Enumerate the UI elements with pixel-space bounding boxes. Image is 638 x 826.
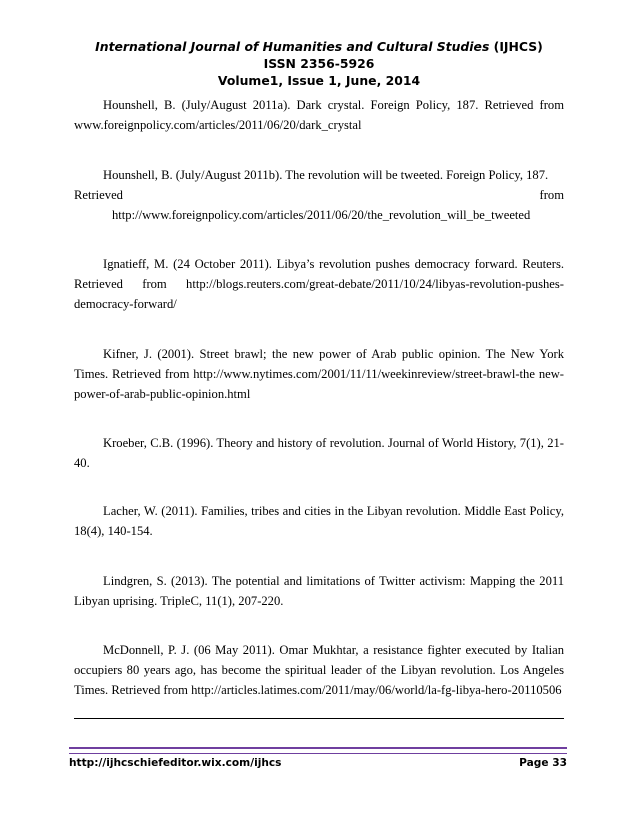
reference-entry [74, 571, 564, 611]
reference-entry [74, 254, 564, 314]
footer-url[interactable]: http://ijhcschiefeditor.wix.com/ijhcs [69, 757, 282, 769]
retrieved-word: Retrieved [74, 188, 123, 202]
reference-entry [74, 95, 564, 135]
reference-text: McDonnell, P. J. (06 May 2011). Omar Mukhtar, a resistance fighter executed by Italian occupiers 80 years ago, has become the spiritual leader of the Libyan revolution. Los Angeles Times. Retrieved from http://articles.latimes.com/2011/may/06/world/la-fg-libya-hero-20110506 [74, 643, 564, 697]
journal-title-line [70, 38, 568, 55]
reference-text: Lindgren, S. (2013). The potential and limitations of Twitter activism: Mapping the 2011 Libyan uprising. TripleC, 11(1), 207-220. [74, 574, 564, 608]
reference-text: Kifner, J. (2001). Street brawl; the new power of Arab public opinion. The New York Times. Retrieved from http://www.nytimes.com/2001/11/11/weekinreview/street-brawl-the new-power-of-arab-public-opinion.html [74, 347, 564, 401]
reference-entry [74, 501, 564, 541]
page-number: Page 33 [519, 757, 567, 769]
reference-entry [74, 344, 564, 404]
reference-retrieved-line [74, 185, 564, 205]
journal-header [70, 38, 568, 89]
journal-title: International Journal of Humanities and Cultural Studies [95, 39, 490, 54]
reference-entry [74, 165, 564, 225]
footer-accent-rule [69, 747, 567, 754]
reference-text: Ignatieff, M. (24 October 2011). Libya’s revolution pushes democracy forward. Reuters. Retrieved from http://blogs.reuters.com/great-debate/2011/10/24/libyas-revolution-pushes-democracy-forward/ [74, 257, 564, 311]
reference-entry [74, 433, 564, 473]
reference-text: Hounshell, B. (July/August 2011a). Dark crystal. Foreign Policy, 187. Retrieved from www.foreignpolicy.com/articles/2011/06/20/dark_crystal [74, 98, 564, 132]
issn: ISSN 2356-5926 [263, 56, 375, 71]
reference-text: Hounshell, B. (July/August 2011b). The revolution will be tweeted. Foreign Policy, 187. [103, 168, 549, 182]
page-footer [69, 757, 567, 769]
reference-text: Lacher, W. (2011). Families, tribes and cities in the Libyan revolution. Middle East Policy, 18(4), 140-154. [74, 504, 564, 538]
volume-issue: Volume1, Issue 1, June, 2014 [217, 73, 421, 88]
from-word: from [539, 188, 564, 202]
footer-divider [74, 718, 564, 719]
reference-text: Kroeber, C.B. (1996). Theory and history of revolution. Journal of World History, 7(1), 21-40. [74, 436, 564, 470]
reference-url: http://www.foreignpolicy.com/articles/2011/06/20/the_revolution_will_be_tweeted [112, 208, 531, 222]
reference-entry [74, 640, 564, 700]
journal-abbreviation: (IJHCS) [493, 39, 543, 54]
